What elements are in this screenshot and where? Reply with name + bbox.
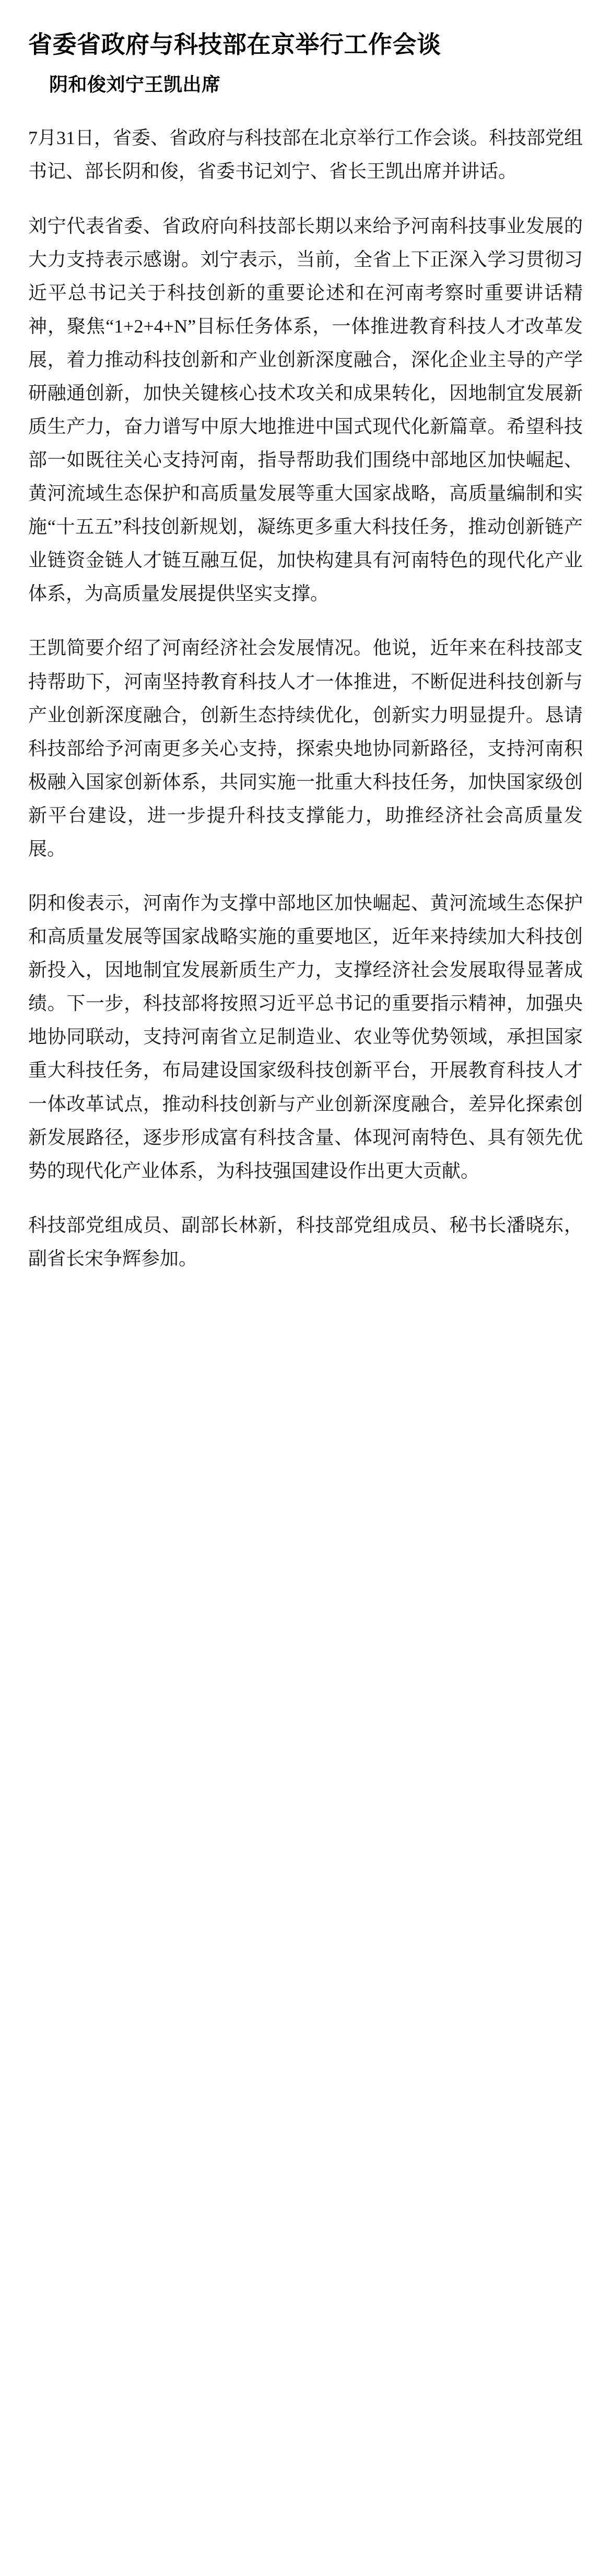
article-subtitle: 阴和俊刘宁王凯出席 [49, 73, 221, 95]
article-paragraph: 刘宁代表省委、省政府向科技部长期以来给予河南科技事业发展的大力支持表示感谢。刘宁表示，当前，全省上下正深入学习贯彻习近平总书记关于科技创新的重要论述和在河南考察时重要讲话精神，聚焦“1+2+4+N”目标任务体系，一体推进教育科技人才改革发展，着力推动科技创新和产业创新深度融合，深化企业主导的产学研融通创新，加快关键核心技术攻关和成果转化，因地制宜发展新质生产力，奋力谱写中原大地推进中国式现代化新篇章。希望科技部一如既往关心支持河南，指导帮助我们围绕中部地区加快崛起、黄河流域生态保护和高质量发展等重大国家战略，高质量编制和实施“十五五”科技创新规划，凝练更多重大科技任务，推动创新链产业链资金链人才链互融互促，加快构建具有河南特色的现代化产业体系，为高质量发展提供坚实支撑。 [28, 215, 583, 604]
article-paragraph: 7月31日，省委、省政府与科技部在北京举行工作会谈。科技部党组书记、部长阴和俊，省委书记刘宁、省长王凯出席并讲话。 [28, 127, 583, 182]
article-paragraph: 科技部党组成员、副部长林新，科技部党组成员、秘书长潘晓东，副省长宋争辉参加。 [28, 1214, 583, 1269]
article-paragraph: 阴和俊表示，河南作为支撑中部地区加快崛起、黄河流域生态保护和高质量发展等国家战略实施的重要地区，近年来持续加大科技创新投入，因地制宜发展新质生产力，支撑经济社会发展取得显著成绩。下一步，科技部将按照习近平总书记的重要指示精神，加强央地协同联动，支持河南省立足制造业、农业等优势领域，承担国家重大科技任务，布局建设国家级科技创新平台，开展教育科技人才一体改革试点，推动科技创新与产业创新深度融合，差异化探索创新发展路径，逐步形成富有科技含量、体现河南特色、具有领先优势的现代化产业体系，为科技强国建设作出更大贡献。 [28, 893, 583, 1181]
article-paragraph: 王凯简要介绍了河南经济社会发展情况。他说，近年来在科技部支持帮助下，河南坚持教育科技人才一体推进，不断促进科技创新与产业创新深度融合，创新生态持续优化，创新实力明显提升。恳请科技部给予河南更多关心支持，探索央地协同新路径，支持河南积极融入国家创新体系，共同实施一批重大科技任务，加快国家级创新平台建设，进一步提升科技支撑能力，助推经济社会高质量发展。 [28, 637, 583, 859]
article-body [28, 121, 583, 1275]
page-title: 省委省政府与科技部在京举行工作会谈 [28, 31, 441, 58]
